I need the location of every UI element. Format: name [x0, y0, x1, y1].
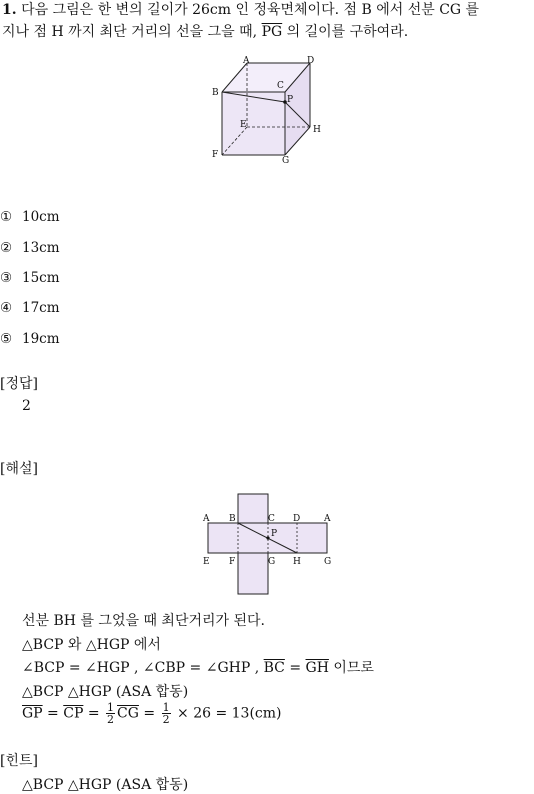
answer-header: [정답]	[0, 376, 38, 392]
fraction-1-num: 1	[107, 701, 115, 714]
explanation-line-5-tail: × 26 = 13(cm)	[172, 705, 282, 722]
choice-5[interactable]	[0, 331, 60, 347]
segment-gp: $\overline{GP}$	[22, 705, 43, 722]
segment-cp: $\overline{CP}$	[63, 705, 84, 722]
label-h: H	[313, 125, 321, 135]
explanation-line-4: △BCP △HGP (ASA 합동)	[22, 684, 189, 700]
cube-face-front	[222, 92, 285, 155]
hint-text: △BCP △HGP (ASA 합동)	[22, 777, 189, 793]
question-number: 1.	[2, 2, 17, 18]
explanation-line-3-eq: =	[284, 660, 306, 676]
net-label-d: D	[293, 514, 301, 524]
question-line-2	[2, 22, 408, 42]
choice-1-mark: ①	[0, 209, 13, 225]
net-label-c: C	[268, 514, 275, 524]
fraction-1	[106, 702, 115, 725]
net-label-a1: A	[203, 514, 210, 524]
choice-2-mark: ②	[0, 240, 13, 256]
explanation-header: [해설]	[0, 461, 38, 477]
net-label-e: E	[203, 557, 210, 567]
question-text-2b: 의 길이를 구하여라.	[282, 24, 409, 40]
explanation-line-2: △BCP 와 △HGP 에서	[22, 637, 161, 653]
segment-gh: $\overline{GH}$	[305, 660, 329, 676]
choice-3-text: 15cm	[22, 270, 60, 286]
choice-1[interactable]	[0, 209, 60, 225]
net-label-a2: A	[324, 514, 331, 524]
net-label-p: P	[271, 529, 278, 539]
label-e: E	[240, 120, 247, 130]
question-text-2a: 지나 점 H 까지 최단 거리의 선을 그을 때,	[2, 24, 262, 40]
choice-3[interactable]	[0, 270, 60, 286]
fraction-1-den: 2	[107, 713, 115, 726]
hint-header: [힌트]	[0, 753, 38, 769]
fraction-2	[162, 702, 171, 725]
explanation-line-3	[22, 657, 374, 677]
net-label-b: B	[229, 514, 236, 524]
choice-5-mark: ⑤	[0, 331, 13, 347]
segment-bc: $\overline{BC}$	[263, 660, 285, 676]
choice-4-mark: ④	[0, 300, 13, 316]
label-c: C	[277, 81, 284, 91]
eq-2: =	[83, 705, 105, 722]
cube-figure	[205, 55, 330, 165]
net-label-f: F	[229, 557, 236, 567]
net-top-face	[238, 494, 268, 523]
question-line-1	[2, 0, 479, 20]
fraction-2-num: 1	[162, 701, 170, 714]
explanation-line-1: 선분 BH 를 그었을 때 최단거리가 된다.	[22, 613, 265, 629]
label-d: D	[307, 56, 315, 66]
answer-value: 2	[22, 398, 31, 414]
fraction-2-den: 2	[162, 713, 170, 726]
segment-cg: $\overline{CG}$	[117, 705, 139, 722]
net-point-p	[266, 536, 269, 539]
eq-1: =	[42, 705, 64, 722]
net-figure	[198, 490, 338, 598]
choice-4-text: 17cm	[22, 300, 60, 316]
choice-2[interactable]	[0, 240, 60, 256]
net-label-g2: G	[324, 557, 332, 567]
label-b: B	[212, 88, 219, 98]
explanation-line-3a: ∠BCP = ∠HGP , ∠CBP = ∠GHP ,	[22, 660, 264, 676]
segment-pg: $\overline{PG}$	[261, 24, 283, 40]
eq-3: =	[138, 705, 160, 722]
choice-3-mark: ③	[0, 270, 13, 286]
question-text-1: 다음 그림은 한 변의 길이가 26cm 인 정육면체이다. 점 B 에서 선분 CG 를	[21, 2, 480, 18]
label-g: G	[282, 156, 290, 165]
label-f: F	[212, 150, 219, 160]
net-bottom-face	[238, 553, 268, 594]
label-p: P	[287, 95, 294, 105]
explanation-line-5	[22, 702, 282, 725]
net-label-g1: G	[268, 557, 276, 567]
choice-2-text: 13cm	[22, 240, 60, 256]
label-a: A	[243, 56, 250, 66]
choice-1-text: 10cm	[22, 209, 60, 225]
choice-5-text: 19cm	[22, 331, 60, 347]
choice-4[interactable]	[0, 300, 60, 316]
net-label-h: H	[293, 557, 301, 567]
explanation-line-3b: 이므로	[328, 660, 374, 676]
